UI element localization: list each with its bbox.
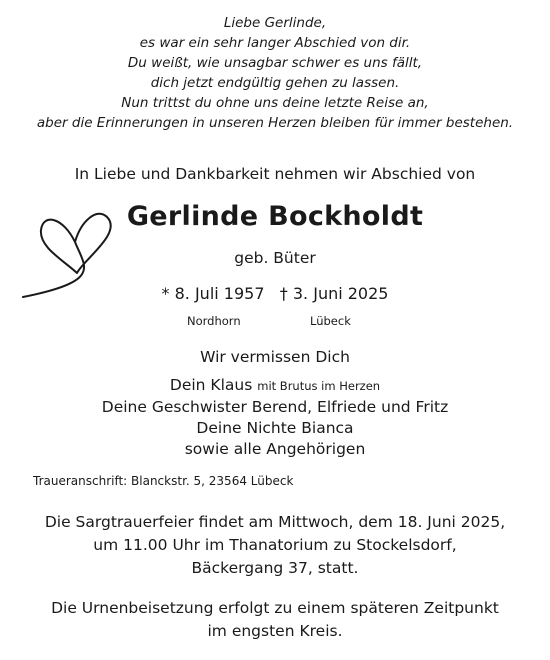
urn-line: im engsten Kreis.: [207, 622, 343, 640]
deceased-name: Gerlinde Bockholdt: [126, 201, 424, 232]
family-line: Deine Geschwister Berend, Elfriede und Fritz: [101, 398, 449, 416]
poem-line: dich jetzt endgültig gehen zu lassen.: [150, 75, 400, 91]
family-line: sowie alle Angehörigen: [184, 440, 366, 458]
family-partner: Dein Klaus: [169, 376, 253, 394]
farewell-intro: In Liebe und Dankbarkeit nehmen wir Abschied von: [74, 165, 476, 183]
family-line: [0, 375, 550, 397]
ceremony-line: Bäckergang 37, statt.: [191, 559, 359, 577]
poem-line: es war ein sehr langer Abschied von dir.: [139, 35, 411, 51]
urn-info: [0, 597, 550, 643]
death-date: † 3. Juni 2025: [279, 284, 389, 303]
life-dates: [0, 283, 550, 305]
ceremony-info: [0, 511, 550, 580]
birth-place: Nordhorn: [187, 314, 241, 328]
birth-date: * 8. Juli 1957: [161, 284, 265, 303]
maiden-name: geb. Büter: [234, 249, 316, 267]
poem-line: Liebe Gerlinde,: [223, 15, 327, 31]
ceremony-line: Die Sargtrauerfeier findet am Mittwoch, dem 18. Juni 2025,: [44, 513, 506, 531]
family-partner-note: mit Brutus im Herzen: [257, 379, 381, 393]
urn-line: Die Urnenbeisetzung erfolgt zu einem späteren Zeitpunkt: [51, 599, 499, 617]
poem-line: Nun trittst du ohne uns deine letzte Reise an,: [121, 95, 429, 111]
poem-line: Du weißt, wie unsagbar schwer es uns fällt,: [127, 55, 423, 71]
mourning-address: Traueranschrift: Blanckstr. 5, 23564 Lübeck: [33, 474, 294, 488]
poem: [0, 13, 550, 133]
miss-line: Wir vermissen Dich: [200, 348, 350, 366]
ceremony-line: um 11.00 Uhr im Thanatorium zu Stockelsdorf,: [93, 536, 457, 554]
poem-line: aber die Erinnerungen in unseren Herzen bleiben für immer bestehen.: [36, 115, 514, 131]
death-place: Lübeck: [310, 314, 351, 328]
family-line: Deine Nichte Bianca: [196, 419, 354, 437]
family-signatures: [0, 375, 550, 460]
